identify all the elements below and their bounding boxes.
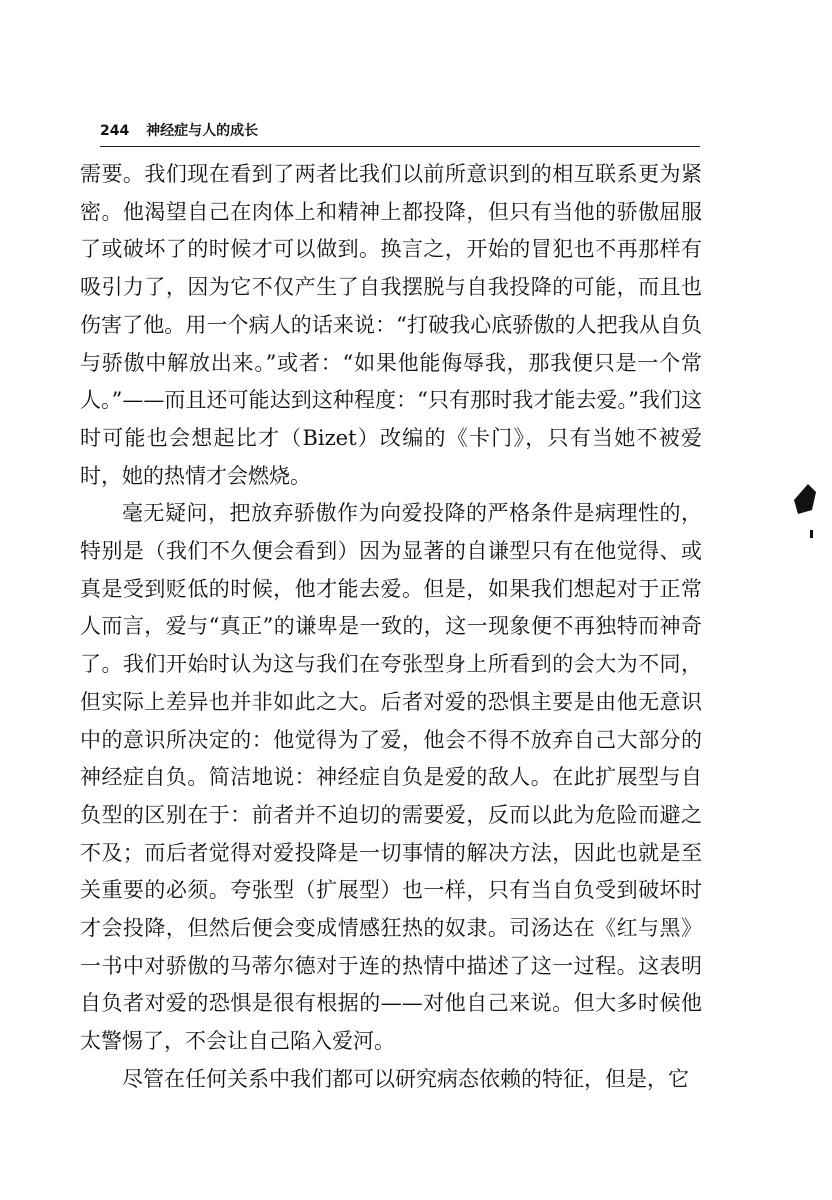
paragraph: 需要。我们现在看到了两者比我们以前所意识到的相互联系更为紧密。他渴望自己在肉体上和精神上都投降，但只有当他的骄傲屈服了或破坏了的时候才可以做到。换言之，开始的冒犯也不再那样有吸引力了，因为它不仅产生了自我摆脱与自我投降的可能，而且也伤害了他。用一个病人的话来说：“打破我心底骄傲的人把我从自负与骄傲中解放出来。”或者：“如果他能侮辱我，那我便只是一个常人。”——而且还可能达到这种程度：“只有那时我才能去爱。”我们这时可能也会想起比才（Bizet）改编的《卡门》，只有当她不被爱时，她的热情才会燃烧。 [80,162,702,488]
running-header [100,120,258,140]
running-title: 神经症与人的成长 [146,123,259,139]
scan-edge-marks [786,470,826,550]
paragraph: 毫无疑问，把放弃骄傲作为向爱投降的严格条件是病理性的，特别是（我们不久便会看到）因为显著的自谦型只有在他觉得、或真是受到贬低的时候，他才能去爱。但是，如果我们想起对于正常人而言，爱与“真正”的谦卑是一致的，这一现象便不再独特而神奇了。我们开始时认为这与我们在夸张型身上所看到的会大为不同，但实际上差异也并非如此之大。后者对爱的恐惧主要是由他无意识中的意识所决定的：他觉得为了爱，他会不得不放弃自己大部分的神经症自负。简洁地说：神经症自负是爱的敌人。在此扩展型与自负型的区别在于：前者并不迫切的需要爱，反而以此为危险而避之不及；而后者觉得对爱投降是一切事情的解决方法，因此也就是至关重要的必须。夸张型（扩展型）也一样，只有当自负受到破坏时才会投降，但然后便会变成情感狂热的奴隶。司汤达在《红与黑》一书中对骄傲的马蒂尔德对于连的热情中描述了这一过程。这表明自负者对爱的恐惧是很有根据的——对他自己来说。但大多时候他太警惕了，不会让自己陷入爱河。 [80,501,702,1054]
page-number: 244 [100,123,130,139]
header-rule [100,146,700,147]
paragraph: 尽管在任何关系中我们都可以研究病态依赖的特征，但是，它 [122,1066,689,1091]
body-text [80,156,702,1099]
